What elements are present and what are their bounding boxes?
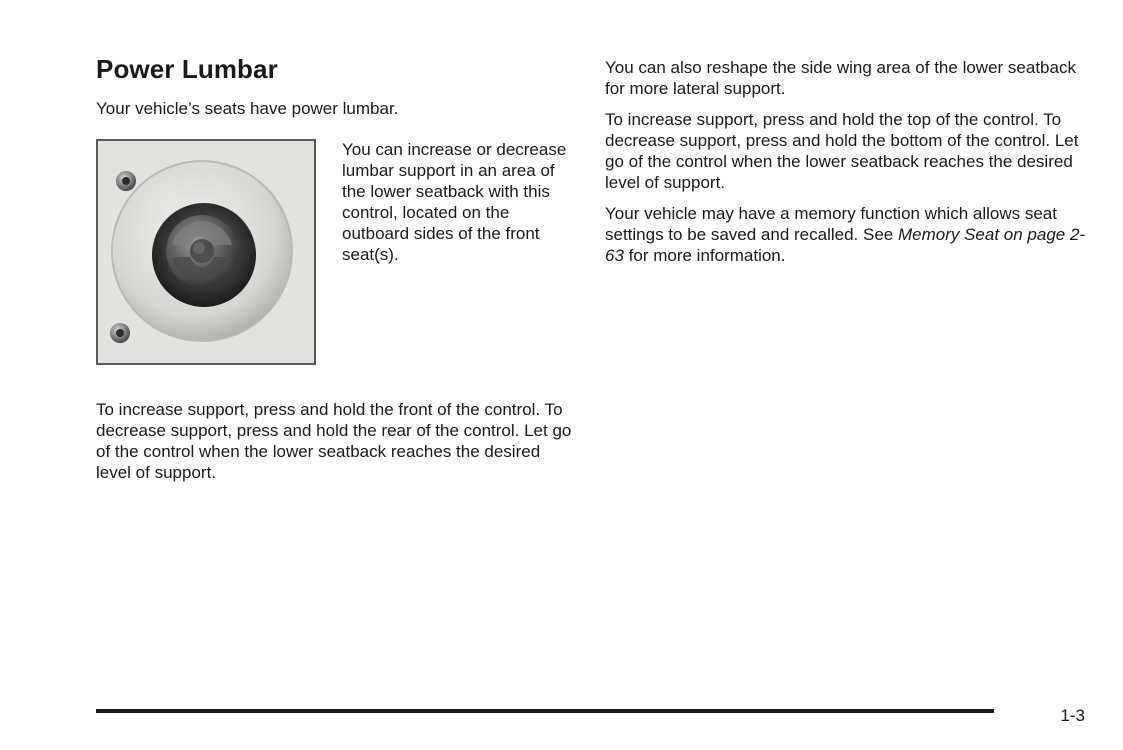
memory-text-end: for more information. bbox=[623, 246, 786, 265]
page-number: 1-3 bbox=[1060, 706, 1085, 725]
upper-screw bbox=[116, 171, 136, 191]
lower-screw bbox=[110, 323, 130, 343]
intro-text: Your vehicle’s seats have power lumbar. bbox=[96, 99, 399, 118]
figure-caption: You can increase or decrease lumbar support in an area of the lower seatback with this control, located on the outboard sides of the front seat(s). bbox=[342, 140, 567, 264]
memory-seat-reference-link[interactable]: Memory Seat on page 2-63 bbox=[605, 225, 1086, 265]
side-wing-text: You can also reshape the side wing area of the lower seatback for more lateral support. bbox=[605, 58, 1076, 98]
lumbar-control-illustration bbox=[98, 141, 314, 363]
footer-rule bbox=[96, 709, 994, 713]
lumbar-control-figure bbox=[96, 139, 316, 365]
top-bottom-instructions: To increase support, press and hold the top of the control. To decrease support, press and hold the bottom of the control. Let go of the control when the lower seatback reaches the desired level of support. bbox=[605, 110, 1079, 192]
lumbar-knob bbox=[166, 215, 238, 287]
left-column bbox=[96, 54, 574, 483]
right-column bbox=[605, 57, 1087, 276]
front-rear-instructions: To increase support, press and hold the front of the control. To decrease support, press and hold the rear of the control. Let go of the control when the lower seatback reaches the desired level of support. bbox=[96, 400, 572, 482]
figure-row bbox=[96, 139, 574, 365]
memory-text-start: Your vehicle may have a memory function which allows seat settings to be saved and recalled. See bbox=[605, 204, 1057, 244]
memory-function-text bbox=[605, 203, 1087, 266]
section-heading: Power Lumbar bbox=[96, 54, 278, 84]
